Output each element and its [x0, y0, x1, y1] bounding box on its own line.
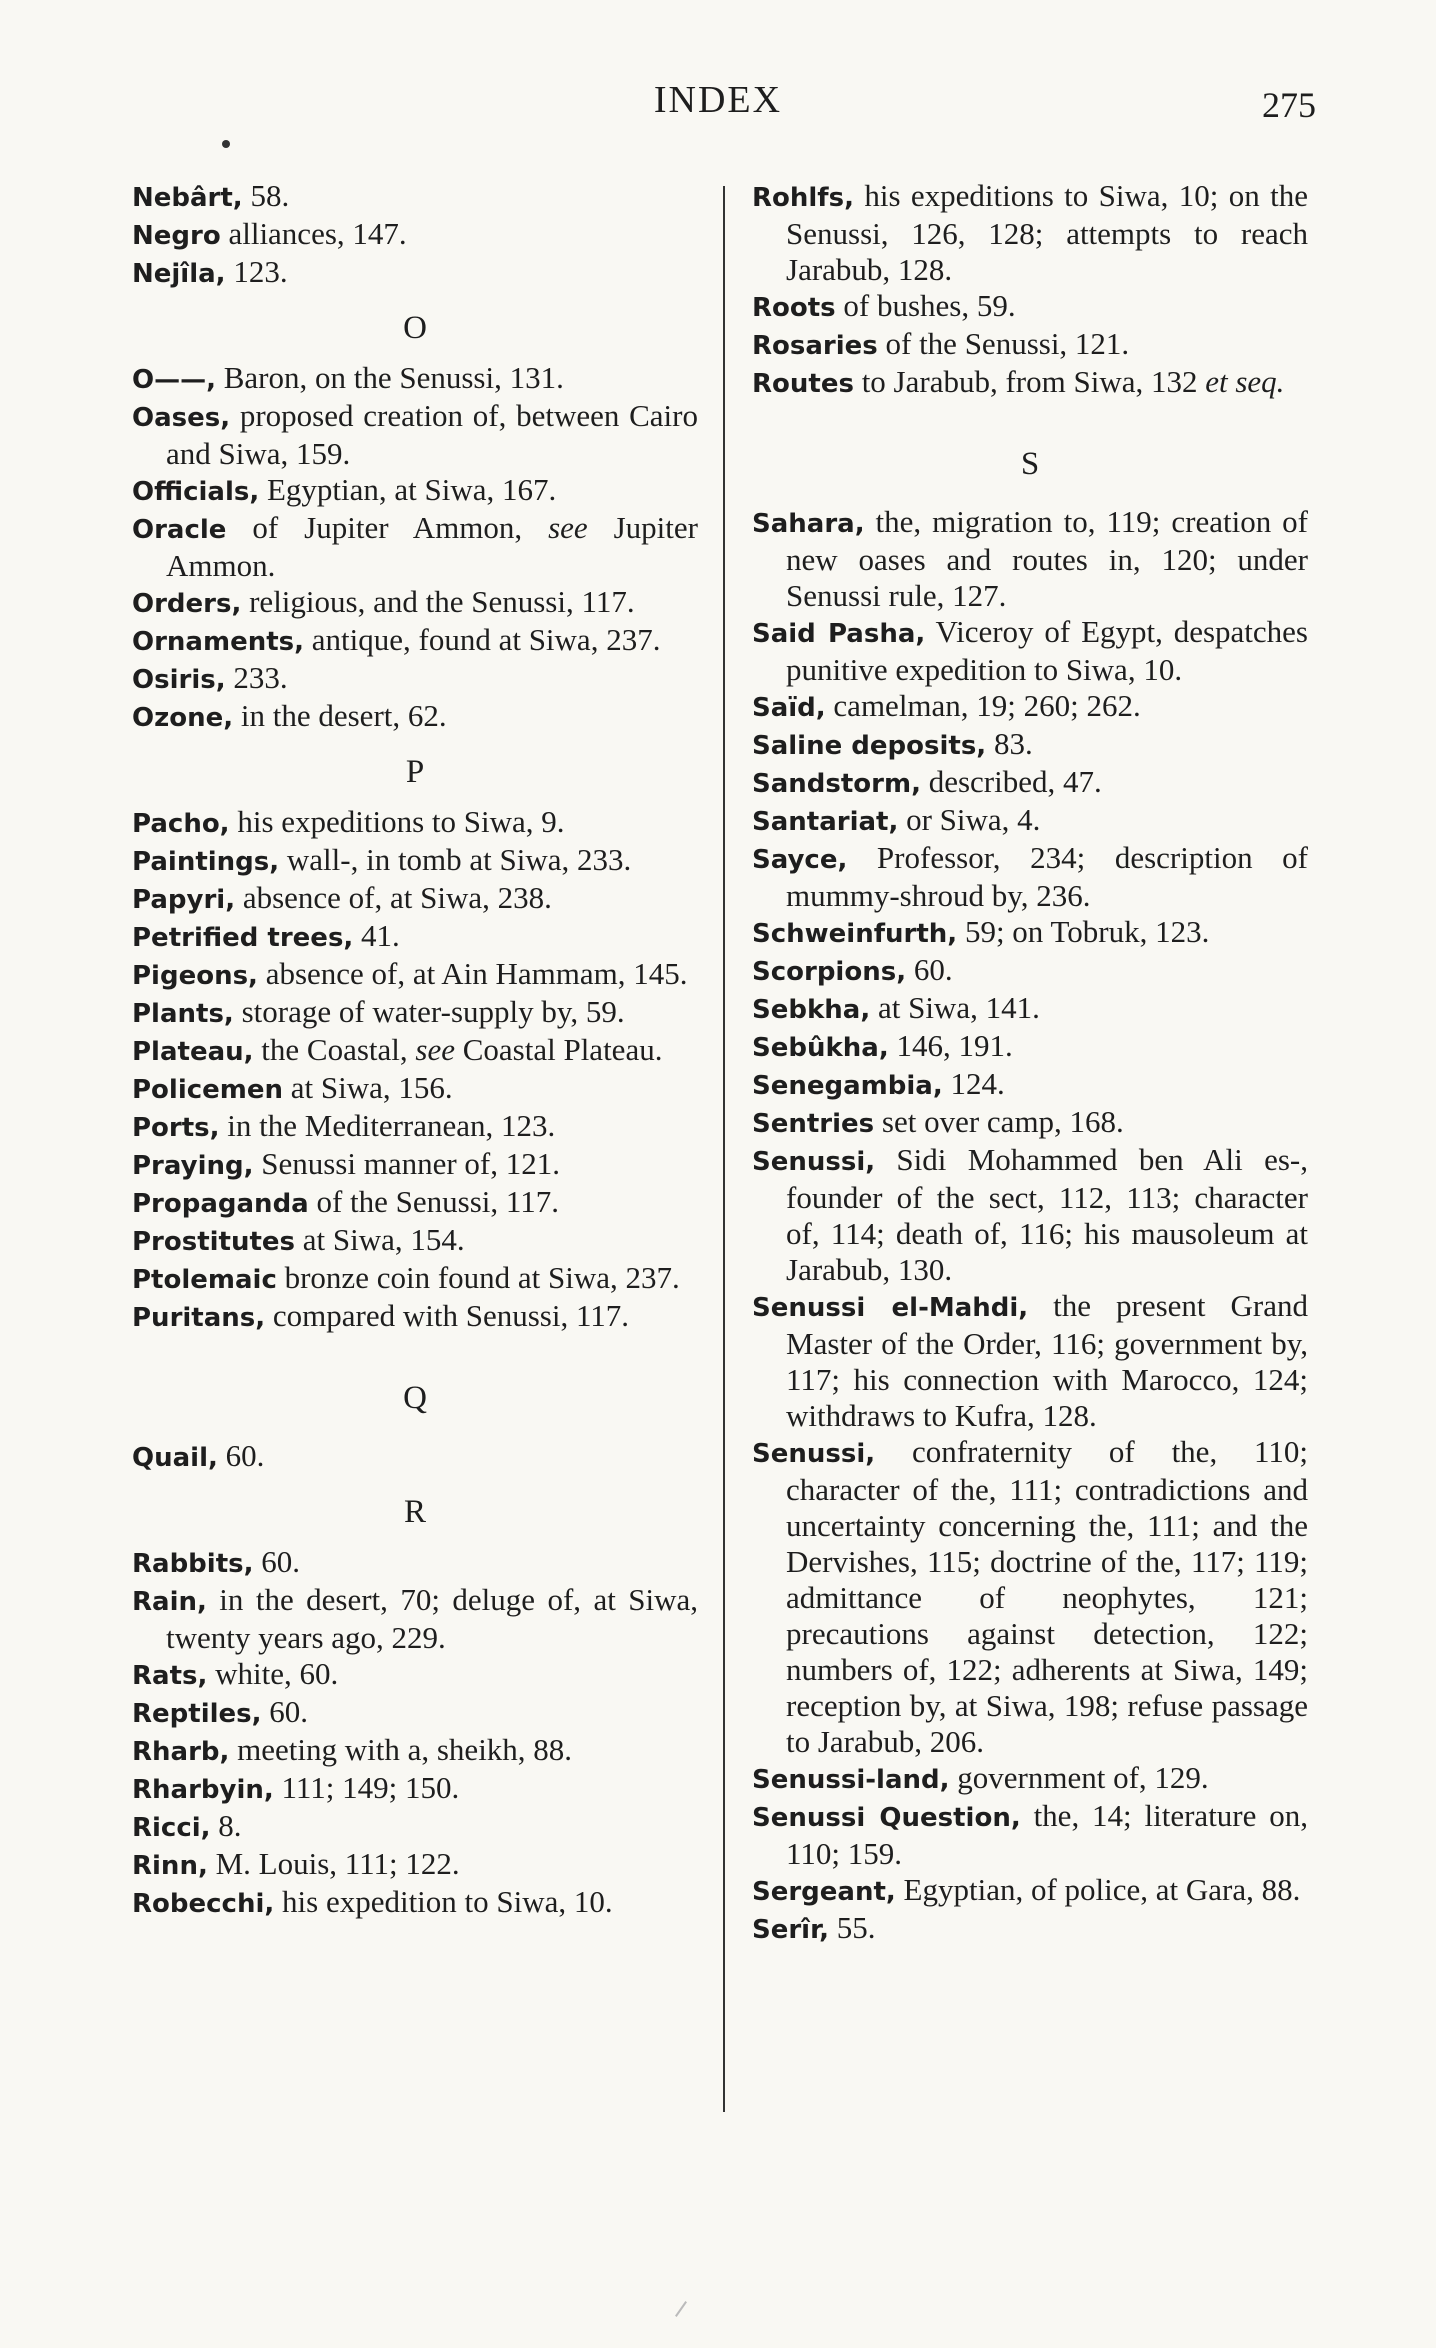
index-entry	[132, 1808, 698, 1846]
index-entry	[752, 840, 1308, 914]
index-entry-text: compared with Senussi, 117.	[265, 1298, 630, 1333]
index-entry-head: Plants,	[132, 999, 234, 1029]
index-entry	[132, 1222, 698, 1260]
index-entry-text: his expeditions to Siwa, 9.	[229, 804, 565, 839]
index-entry-text: Jupiter Ammon.	[166, 510, 698, 583]
index-entry	[132, 698, 698, 736]
index-entry-head: Nebârt,	[132, 183, 243, 213]
index-entry-head: Rharbyin,	[132, 1775, 274, 1805]
index-entry-text: 111; 149; 150.	[273, 1770, 460, 1805]
index-entry-text: 60.	[906, 952, 953, 987]
index-entry-head: Senussi Question,	[752, 1803, 1021, 1833]
index-entry-text: the Coastal,	[253, 1032, 416, 1067]
index-entry-head: Roots	[752, 293, 836, 323]
right-index-column	[752, 178, 1308, 1948]
index-entry-text: Coastal Plateau.	[454, 1032, 663, 1067]
index-entry-head: Ozone,	[132, 703, 234, 733]
index-entry-italic: et seq.	[1205, 364, 1285, 399]
index-entry	[132, 178, 698, 216]
index-entry-text: the, migration to, 119; creation of new oases and routes in, 120; under Senussi rule, 127.	[786, 504, 1308, 613]
index-entry-text: 41.	[353, 918, 400, 953]
index-entry	[132, 842, 698, 880]
index-entry-text: at Siwa, 141.	[870, 990, 1040, 1025]
index-entry-text: 83.	[986, 726, 1033, 761]
index-entry-text: Senussi manner of, 121.	[253, 1146, 561, 1181]
index-entry-head: Reptiles,	[132, 1699, 262, 1729]
index-entry-head: Schweinfurth,	[752, 919, 958, 949]
index-entry-text: bronze coin found at Siwa, 237.	[276, 1260, 680, 1295]
index-entry-text: the, 14; literature on, 110; 159.	[786, 1798, 1308, 1871]
index-entry	[132, 584, 698, 622]
index-entry	[752, 1066, 1308, 1104]
index-entry	[752, 326, 1308, 364]
index-entry-head: Officials,	[132, 477, 260, 507]
index-entry-head: Senussi,	[752, 1147, 876, 1177]
index-entry	[132, 1146, 698, 1184]
index-entry	[752, 952, 1308, 990]
index-entry-text: 233.	[225, 660, 288, 695]
index-entry	[752, 914, 1308, 952]
index-entry	[752, 1798, 1308, 1872]
index-entry-text: proposed creation of, between Cairo and Siwa, 159.	[166, 398, 698, 471]
index-entry	[752, 726, 1308, 764]
index-entry-head: Sergeant,	[752, 1877, 896, 1907]
index-entry-text: 8.	[210, 1808, 242, 1843]
index-entry-head: Ornaments,	[132, 627, 304, 657]
index-entry-head: Rabbits,	[132, 1549, 254, 1579]
index-entry-head: Petrified trees,	[132, 923, 354, 953]
index-entry-head: Rain,	[132, 1587, 207, 1617]
index-entry	[132, 1846, 698, 1884]
page-header	[0, 78, 1436, 138]
index-entry-text: to Jarabub, from Siwa, 132	[853, 364, 1206, 399]
index-entry-text: 60.	[253, 1544, 300, 1579]
index-entry	[132, 1108, 698, 1146]
index-entry-head: Oases,	[132, 403, 231, 433]
section-letter: S	[1020, 446, 1040, 482]
index-entry-head: Sentries	[752, 1109, 875, 1139]
index-entry	[132, 254, 698, 292]
index-entry-head: Routes	[752, 369, 854, 399]
index-entry	[132, 1582, 698, 1656]
index-entry-head: Quail,	[132, 1443, 218, 1473]
index-entry-text: 55.	[828, 1910, 876, 1945]
index-entry	[132, 1298, 698, 1336]
pencil-mark	[675, 2301, 687, 2317]
index-entry-text: storage of water-supply by, 59.	[233, 994, 625, 1029]
index-entry-head: Senussi,	[752, 1439, 876, 1469]
index-entry-head: Sebûkha,	[752, 1033, 889, 1063]
index-entry-text: Baron, on the Senussi, 131.	[215, 360, 564, 395]
index-entry-text: in the desert, 62.	[233, 698, 447, 733]
index-entry-head: Propaganda	[132, 1189, 309, 1219]
index-entry	[132, 360, 698, 398]
section-letter: O	[403, 310, 427, 346]
index-entry-head: Sebkha,	[752, 995, 871, 1025]
index-entry-text: the present Grand Master of the Order, 116; government by, 117; his connection with Marocco, 124; withdraws to Kufra, 128.	[786, 1288, 1308, 1433]
index-entry	[752, 178, 1308, 288]
section-letter: Q	[403, 1380, 427, 1416]
index-entry	[132, 622, 698, 660]
index-entry	[132, 1032, 698, 1070]
index-entry-text: M. Louis, 111; 122.	[207, 1846, 460, 1881]
index-entry-head: Sayce,	[752, 845, 848, 875]
index-entry	[132, 1694, 698, 1732]
index-entry	[752, 504, 1308, 614]
index-entry	[752, 1288, 1308, 1434]
index-entry-head: Puritans,	[132, 1303, 266, 1333]
index-entry	[132, 918, 698, 956]
index-entry	[752, 688, 1308, 726]
index-entry	[132, 1438, 698, 1476]
index-entry	[752, 764, 1308, 802]
index-entry-text: wall-, in tomb at Siwa, 233.	[279, 842, 632, 877]
index-entry-head: Praying,	[132, 1151, 254, 1181]
index-entry-head: Rinn,	[132, 1851, 208, 1881]
index-entry-head: Ptolemaic	[132, 1265, 277, 1295]
index-entry-head: Nejîla,	[132, 259, 226, 289]
index-entry-text: set over camp, 168.	[874, 1104, 1124, 1139]
index-entry	[752, 1760, 1308, 1798]
index-entry-text: in the Mediterranean, 123.	[219, 1108, 556, 1143]
index-entry	[132, 660, 698, 698]
index-entry-head: Santariat,	[752, 807, 899, 837]
index-entry-head: O——,	[132, 365, 216, 395]
running-title: INDEX	[653, 79, 783, 121]
index-entry-text: absence of, at Ain Hammam, 145.	[257, 956, 688, 991]
index-entry-head: Pacho,	[132, 809, 230, 839]
index-entry-head: Negro	[132, 221, 221, 251]
index-entry	[752, 1028, 1308, 1066]
index-entry-head: Rosaries	[752, 331, 878, 361]
page-number: 275	[1262, 85, 1316, 125]
index-entry-text: camelman, 19; 260; 262.	[825, 688, 1141, 723]
index-entry-text: 124.	[942, 1066, 1005, 1101]
index-entry-text: meeting with a, sheikh, 88.	[229, 1732, 573, 1767]
index-entry	[752, 1872, 1308, 1910]
index-entry	[132, 956, 698, 994]
section-letter: P	[405, 754, 425, 790]
index-entry-text: 146, 191.	[888, 1028, 1013, 1063]
ink-dot	[222, 140, 230, 148]
index-entry-text: antique, found at Siwa, 237.	[304, 622, 661, 657]
index-entry	[132, 510, 698, 584]
index-entry	[132, 804, 698, 842]
index-entry	[752, 1434, 1308, 1760]
index-entry	[752, 802, 1308, 840]
index-entry-head: Plateau,	[132, 1037, 254, 1067]
index-entry	[752, 1910, 1308, 1948]
index-entry	[752, 614, 1308, 688]
index-entry-text: his expedition to Siwa, 10.	[274, 1884, 613, 1919]
index-entry-head: Senegambia,	[752, 1071, 943, 1101]
index-entry-text: confraternity of the, 110; character of the, 111; contradictions and uncertainty concerning the, 111; and the Dervishes, 115; doctrine of the, 117; 119; admittance of neophytes, 121; precautions against detection, 122; numbers of, 122; adherents at Siwa, 149; reception by, at Siwa, 198; refuse passage to Jarabub, 206.	[786, 1434, 1308, 1759]
index-entry-text: alliances, 147.	[220, 216, 407, 251]
index-entry-head: Sahara,	[752, 509, 865, 539]
index-entry-text: 59; on Tobruk, 123.	[957, 914, 1210, 949]
index-entry-head: Scorpions,	[752, 957, 907, 987]
index-entry	[132, 472, 698, 510]
index-entry-text: in the desert, 70; deluge of, at Siwa, twenty years ago, 229.	[166, 1582, 698, 1655]
index-entry-text: at Siwa, 156.	[283, 1070, 453, 1105]
index-entry	[752, 288, 1308, 326]
index-entry	[132, 880, 698, 918]
index-entry	[132, 1070, 698, 1108]
index-entry-head: Ricci,	[132, 1813, 211, 1843]
index-entry-head: Senussi el-Mahdi,	[752, 1293, 1029, 1323]
index-entry	[132, 1260, 698, 1298]
index-entry	[752, 1104, 1308, 1142]
index-entry-head: Ports,	[132, 1113, 220, 1143]
index-entry	[132, 216, 698, 254]
index-entry-text: his expeditions to Siwa, 10; on the Senussi, 126, 128; attempts to reach Jarabub, 128.	[786, 178, 1308, 287]
index-entry-italic: see	[548, 510, 588, 545]
index-entry-text: 60.	[261, 1694, 309, 1729]
index-entry-head: Orders,	[132, 589, 242, 619]
index-entry-head: Oracle	[132, 515, 227, 545]
index-entry-head: Paintings,	[132, 847, 280, 877]
index-entry-head: Said Pasha,	[752, 619, 926, 649]
index-entry-head: Rohlfs,	[752, 183, 854, 213]
index-entry-text: or Siwa, 4.	[898, 802, 1041, 837]
index-entry-head: Policemen	[132, 1075, 284, 1105]
index-entry-text: 60.	[217, 1438, 265, 1473]
index-entry	[132, 1184, 698, 1222]
index-entry-text: of the Senussi, 121.	[877, 326, 1130, 361]
index-entry-head: Serîr,	[752, 1915, 829, 1945]
index-entry-text: described, 47.	[920, 764, 1102, 799]
index-entry-head: Robecchi,	[132, 1889, 275, 1919]
index-entry-head: Senussi-land,	[752, 1765, 950, 1795]
index-entry-text: Viceroy of Egypt, despatches punitive expedition to Siwa, 10.	[786, 614, 1308, 687]
index-entry-head: Papyri,	[132, 885, 236, 915]
index-entry-head: Osiris,	[132, 665, 226, 695]
index-entry-head: Prostitutes	[132, 1227, 296, 1257]
index-entry	[752, 990, 1308, 1028]
index-entry-text: 123.	[225, 254, 288, 289]
index-entry	[132, 398, 698, 472]
index-entry-head: Saïd,	[752, 693, 826, 723]
index-entry	[132, 1656, 698, 1694]
index-entry-text: of the Senussi, 117.	[308, 1184, 560, 1219]
index-entry-text: Professor, 234; description of mummy-shroud by, 236.	[786, 840, 1308, 913]
index-entry-head: Saline deposits,	[752, 731, 987, 761]
index-entry	[132, 1884, 698, 1922]
index-entry-text: Egyptian, at Siwa, 167.	[259, 472, 557, 507]
index-entry	[132, 1544, 698, 1582]
section-letter: R	[403, 1494, 426, 1530]
index-entry-text: Sidi Mohammed ben Ali es-, founder of the sect, 112, 113; character of, 114; death of, 116; his mausoleum at Jarabub, 130.	[786, 1142, 1308, 1287]
index-entry-text: absence of, at Siwa, 238.	[235, 880, 552, 915]
index-entry-head: Rharb,	[132, 1737, 230, 1767]
index-entry	[752, 364, 1308, 402]
index-entry-head: Sandstorm,	[752, 769, 921, 799]
index-entry-text: government of, 129.	[949, 1760, 1209, 1795]
index-entry-text: of Jupiter Ammon,	[226, 510, 549, 545]
index-entry-italic: see	[415, 1032, 455, 1067]
index-entry-text: 58.	[242, 178, 290, 213]
index-entry	[752, 1142, 1308, 1288]
index-entry-head: Rats,	[132, 1661, 208, 1691]
index-entry	[132, 1770, 698, 1808]
index-entry	[132, 994, 698, 1032]
left-index-column	[132, 178, 698, 1922]
index-entry-text: Egyptian, of police, at Gara, 88.	[895, 1872, 1301, 1907]
index-entry-text: religious, and the Senussi, 117.	[241, 584, 635, 619]
index-entry-head: Pigeons,	[132, 961, 258, 991]
column-divider	[723, 186, 725, 2112]
index-entry	[132, 1732, 698, 1770]
index-entry-text: white, 60.	[207, 1656, 339, 1691]
index-entry-text: of bushes, 59.	[835, 288, 1016, 323]
index-entry-text: at Siwa, 154.	[295, 1222, 465, 1257]
